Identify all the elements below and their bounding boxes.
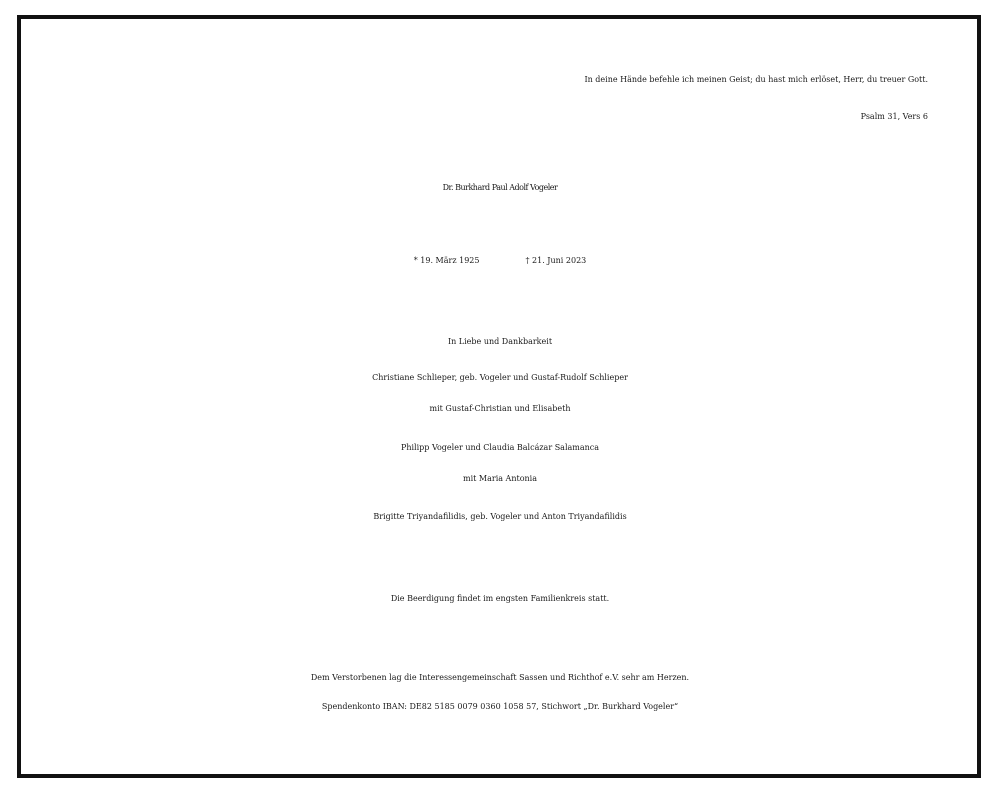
mourner-line: mit Maria Antonia (463, 474, 537, 483)
obituary-border (17, 15, 981, 778)
birth-date: * 19. März 1925 (413, 256, 480, 265)
mourner-line: mit Gustaf-Christian und Elisabeth (429, 404, 571, 413)
mourner-line: Christiane Schlieper, geb. Vogeler und Gustaf-Rudolf Schlieper (372, 373, 628, 382)
mourner-line: Brigitte Triyandafilidis, geb. Vogeler und Anton Triyandafilidis (373, 512, 627, 521)
mourners-intro: In Liebe und Dankbarkeit (447, 337, 553, 346)
death-date: † 21. Juni 2023 (525, 256, 587, 265)
mourner-line: Philipp Vogeler und Claudia Balcázar Salamanca (400, 443, 600, 452)
funeral-note: Die Beerdigung findet im engsten Familienkreis statt. (390, 594, 610, 603)
bible-verse: In deine Hände befehle ich meinen Geist; du hast mich erlöset, Herr, du treuer Gott. (584, 75, 928, 84)
donation-account: Spendenkonto IBAN: DE82 5185 0079 0360 1058 57, Stichwort „Dr. Burkhard Vogeler“ (321, 702, 679, 711)
verse-reference: Psalm 31, Vers 6 (860, 112, 928, 121)
donation-line: Dem Verstorbenen lag die Interessengemeinschaft Sassen und Richthof e.V. sehr am Herzen. (310, 673, 690, 682)
life-dates (0, 256, 1000, 265)
deceased-name: Dr. Burkhard Paul Adolf Vogeler (442, 183, 558, 192)
